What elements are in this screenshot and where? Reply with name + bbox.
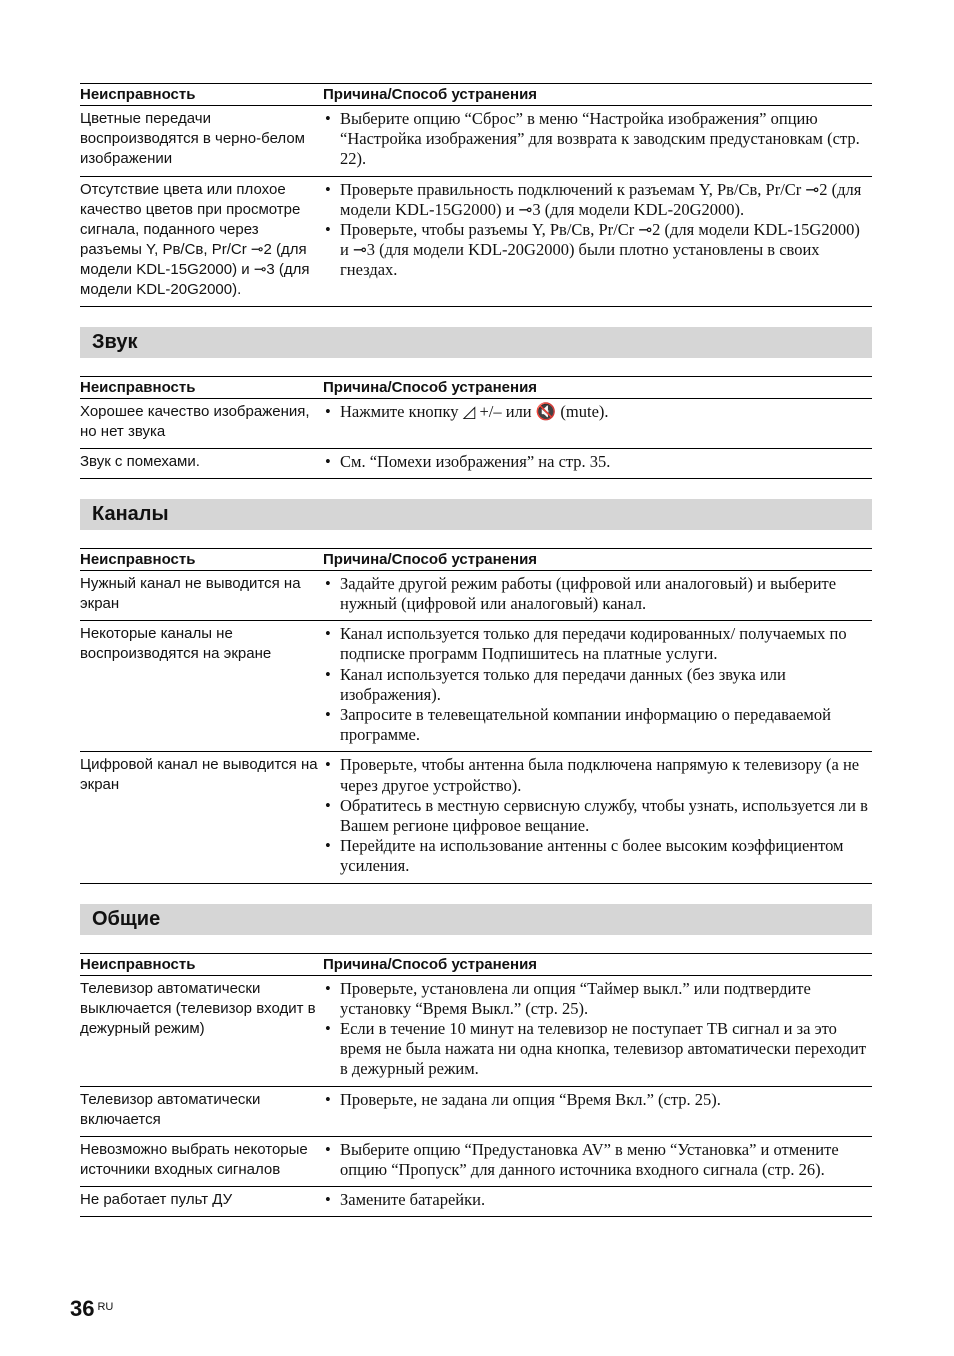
solution-cell (323, 752, 872, 883)
section-title: Звук (92, 330, 138, 353)
solution-item: • Нажмите кнопку ◿ +/– или 🔇 (mute). (323, 402, 872, 422)
section-title: Каналы (92, 502, 169, 525)
column-header-solution: Причина/Способ устранения (323, 84, 872, 106)
column-header-solution: Причина/Способ устранения (323, 376, 872, 398)
section-header-channels (80, 499, 872, 530)
column-header-problem: Неисправность (80, 548, 323, 570)
solution-item: • Обратитесь в местную сервисную службу, чтобы узнать, используется ли в Вашем регионе цифровое вещание. (323, 796, 872, 836)
section-title: Общие (92, 907, 161, 930)
language-code: RU (97, 1301, 114, 1313)
problem-cell: Отсутствие цвета или плохое качество цветов при просмотре сигнала, поданного через разъемы Y, Pв/Cв, Pr/Cr ⊸2 (для модели KDL-15G2000) и ⊸3 (для модели KDL-20G2000). (80, 176, 323, 306)
problem-cell: Не работает пульт ДУ (80, 1187, 323, 1217)
page-number: 36 (70, 1296, 95, 1321)
column-header-solution: Причина/Способ устранения (323, 953, 872, 975)
troubleshooting-page (80, 83, 872, 1217)
solution-item: • Выберите опцию “Сброс” в меню “Настройка изображения” опцию “Настройка изображения” для возврата к заводским предустановкам (стр. 22). (323, 109, 872, 170)
table-row (80, 975, 872, 1086)
solution-cell (323, 398, 872, 448)
table-header-row (80, 953, 872, 975)
problem-cell: Нужный канал не выводится на экран (80, 570, 323, 620)
solution-cell (323, 176, 872, 306)
problem-cell: Некоторые каналы не воспроизводятся на экране (80, 621, 323, 752)
solution-cell (323, 1086, 872, 1136)
table-row (80, 1086, 872, 1136)
solution-item: • Проверьте, не задана ли опция “Время Вкл.” (стр. 25). (323, 1090, 872, 1110)
column-header-problem: Неисправность (80, 84, 323, 106)
solution-cell (323, 975, 872, 1086)
table-header-row (80, 548, 872, 570)
table-row (80, 570, 872, 620)
solution-item: • Проверьте, чтобы антенна была подключена напрямую к телевизору (а не через другое устройство). (323, 755, 872, 795)
page-footer (70, 1296, 113, 1322)
problem-cell: Телевизор автоматически выключается (телевизор входит в дежурный режим) (80, 975, 323, 1086)
troubleshooting-table (80, 548, 872, 884)
solution-cell (323, 621, 872, 752)
table-header-row (80, 84, 872, 106)
solution-item: • Канал используется только для передачи данных (без звука или изображения). (323, 665, 872, 705)
problem-cell: Цифровой канал не выводится на экран (80, 752, 323, 883)
problem-cell: Хорошее качество изображения, но нет звука (80, 398, 323, 448)
problem-cell: Телевизор автоматически включается (80, 1086, 323, 1136)
solution-item: • Если в течение 10 минут на телевизор не поступает ТВ сигнал и за это время не была нажата ни одна кнопка, телевизор автоматически переходит в дежурный режим. (323, 1019, 872, 1080)
solution-item: • Проверьте, установлена ли опция “Таймер выкл.” или подтвердите установку “Время Выкл.” (стр. 25). (323, 979, 872, 1019)
troubleshooting-table (80, 376, 872, 479)
problem-cell: Невозможно выбрать некоторые источники входных сигналов (80, 1136, 323, 1186)
table-row (80, 1187, 872, 1217)
solution-item: • Проверьте правильность подключений к разъемам Y, Pв/Cв, Pr/Cr ⊸2 (для модели KDL-15G2000) и ⊸3 (для модели KDL-20G2000). (323, 180, 872, 220)
troubleshooting-table (80, 83, 872, 307)
troubleshooting-table (80, 953, 872, 1218)
table-row (80, 448, 872, 478)
table-row (80, 621, 872, 752)
solution-item: • Проверьте, чтобы разъемы Y, Pв/Cв, Pr/Cr ⊸2 (для модели KDL-15G2000) и ⊸3 (для модели KDL-20G2000) были плотно установлены в своих гнездах. (323, 220, 872, 281)
column-header-problem: Неисправность (80, 953, 323, 975)
table-row (80, 106, 872, 177)
solution-cell (323, 1187, 872, 1217)
solution-item: • См. “Помехи изображения” на стр. 35. (323, 452, 872, 472)
solution-item: • Выберите опцию “Предустановка AV” в меню “Установка” и отмените опцию “Пропуск” для данного источника входного сигнала (стр. 26). (323, 1140, 872, 1180)
table-row (80, 398, 872, 448)
column-header-solution: Причина/Способ устранения (323, 548, 872, 570)
table-row (80, 176, 872, 306)
solution-item: • Перейдите на использование антенны с более высоким коэффициентом усиления. (323, 836, 872, 876)
problem-cell: Звук с помехами. (80, 448, 323, 478)
solution-item: • Задайте другой режим работы (цифровой или аналоговый) и выберите нужный (цифровой или аналоговый) канал. (323, 574, 872, 614)
section-header-general (80, 904, 872, 935)
section-header-sound (80, 327, 872, 358)
solution-cell (323, 106, 872, 177)
column-header-problem: Неисправность (80, 376, 323, 398)
solution-item: • Замените батарейки. (323, 1190, 872, 1210)
table-row (80, 1136, 872, 1186)
table-row (80, 752, 872, 883)
solution-cell (323, 1136, 872, 1186)
table-header-row (80, 376, 872, 398)
solution-cell (323, 570, 872, 620)
solution-item: • Запросите в телевещательной компании информацию о передаваемой программе. (323, 705, 872, 745)
solution-cell (323, 448, 872, 478)
solution-item: • Канал используется только для передачи кодированных/ получаемых по подписке программ Подпишитесь на платные услуги. (323, 624, 872, 664)
problem-cell: Цветные передачи воспроизводятся в черно-белом изображении (80, 106, 323, 177)
